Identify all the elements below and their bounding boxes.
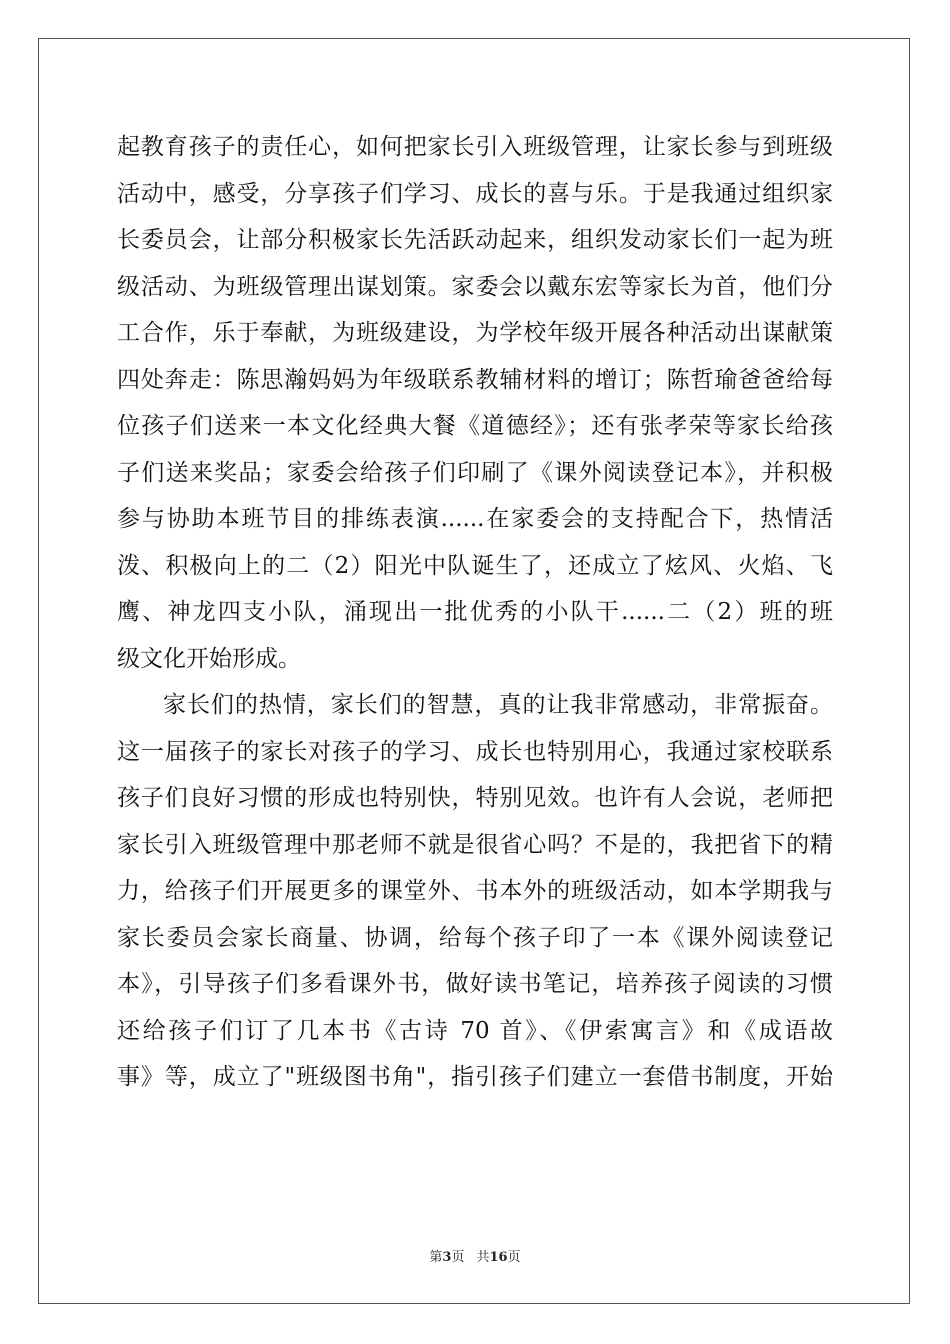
text-line: 还给孩子们订了几本书《古诗 70 首》、《伊索寓言》和《成语故 <box>117 1017 833 1044</box>
footer-total-prefix: 共 <box>476 1250 490 1265</box>
page-number: 3 <box>442 1250 452 1265</box>
total-pages: 16 <box>489 1250 508 1265</box>
paragraph-2 <box>117 682 833 1101</box>
text-line: 家长们的热情，家长们的智慧，真的让我非常感动，非常振奋。 <box>163 692 833 718</box>
text-line: 鹰、神龙四支小队，涌现出一批优秀的小队干......二（2）班的班 <box>117 599 833 625</box>
text-line: 级文化开始形成。 <box>117 645 301 672</box>
text-line: 位孩子们送来一本文化经典大餐《道德经》；还有张孝荣等家长给孩 <box>117 413 833 439</box>
text-line: 家长委员会家长商量、协调，给每个孩子印了一本《课外阅读登记 <box>117 924 833 951</box>
text-line: 家长引入班级管理中那老师不就是很省心吗？不是的，我把省下的精 <box>117 831 833 858</box>
text-line: 工合作，乐于奉献，为班级建设，为学校年级开展各种活动出谋献策 <box>117 320 833 346</box>
text-line: 泼、积极向上的二（2）阳光中队诞生了，还成立了炫风、火焰、飞 <box>117 552 833 579</box>
body-text <box>117 124 833 1101</box>
page-footer <box>0 1246 950 1265</box>
text-line: 这一届孩子的家长对孩子的学习、成长也特别用心，我通过家校联系 <box>117 738 833 765</box>
text-line: 参与协助本班节目的排练表演......在家委会的支持配合下，热情活 <box>117 506 833 532</box>
footer-prefix: 第 <box>429 1250 443 1265</box>
text-line: 孩子们良好习惯的形成也特别快，特别见效。也许有人会说，老师把 <box>117 785 833 811</box>
text-line: 力，给孩子们开展更多的课堂外、书本外的班级活动，如本学期我与 <box>117 878 833 904</box>
text-line: 事》等，成立了"班级图书角"，指引孩子们建立一套借书制度，开始 <box>117 1064 833 1090</box>
text-line: 级活动、为班级管理出谋划策。家委会以戴东宏等家长为首，他们分 <box>117 273 833 300</box>
text-line: 子们送来奖品；家委会给孩子们印刷了《课外阅读登记本》，并积极 <box>117 459 833 486</box>
text-line: 起教育孩子的责任心，如何把家长引入班级管理，让家长参与到班级 <box>117 134 833 160</box>
footer-total-suffix: 页 <box>507 1250 521 1265</box>
text-line: 四处奔走：陈思瀚妈妈为年级联系教辅材料的增订；陈哲瑜爸爸给每 <box>117 366 833 393</box>
footer-page-suffix: 页 <box>451 1250 465 1265</box>
text-line: 本》，引导孩子们多看课外书，做好读书笔记，培养孩子阅读的习惯 <box>117 971 833 997</box>
paragraph-1 <box>117 124 833 682</box>
text-line: 长委员会，让部分积极家长先活跃动起来，组织发动家长们一起为班 <box>117 227 833 253</box>
text-line: 活动中，感受，分享孩子们学习、成长的喜与乐。于是我通过组织家 <box>117 180 833 207</box>
